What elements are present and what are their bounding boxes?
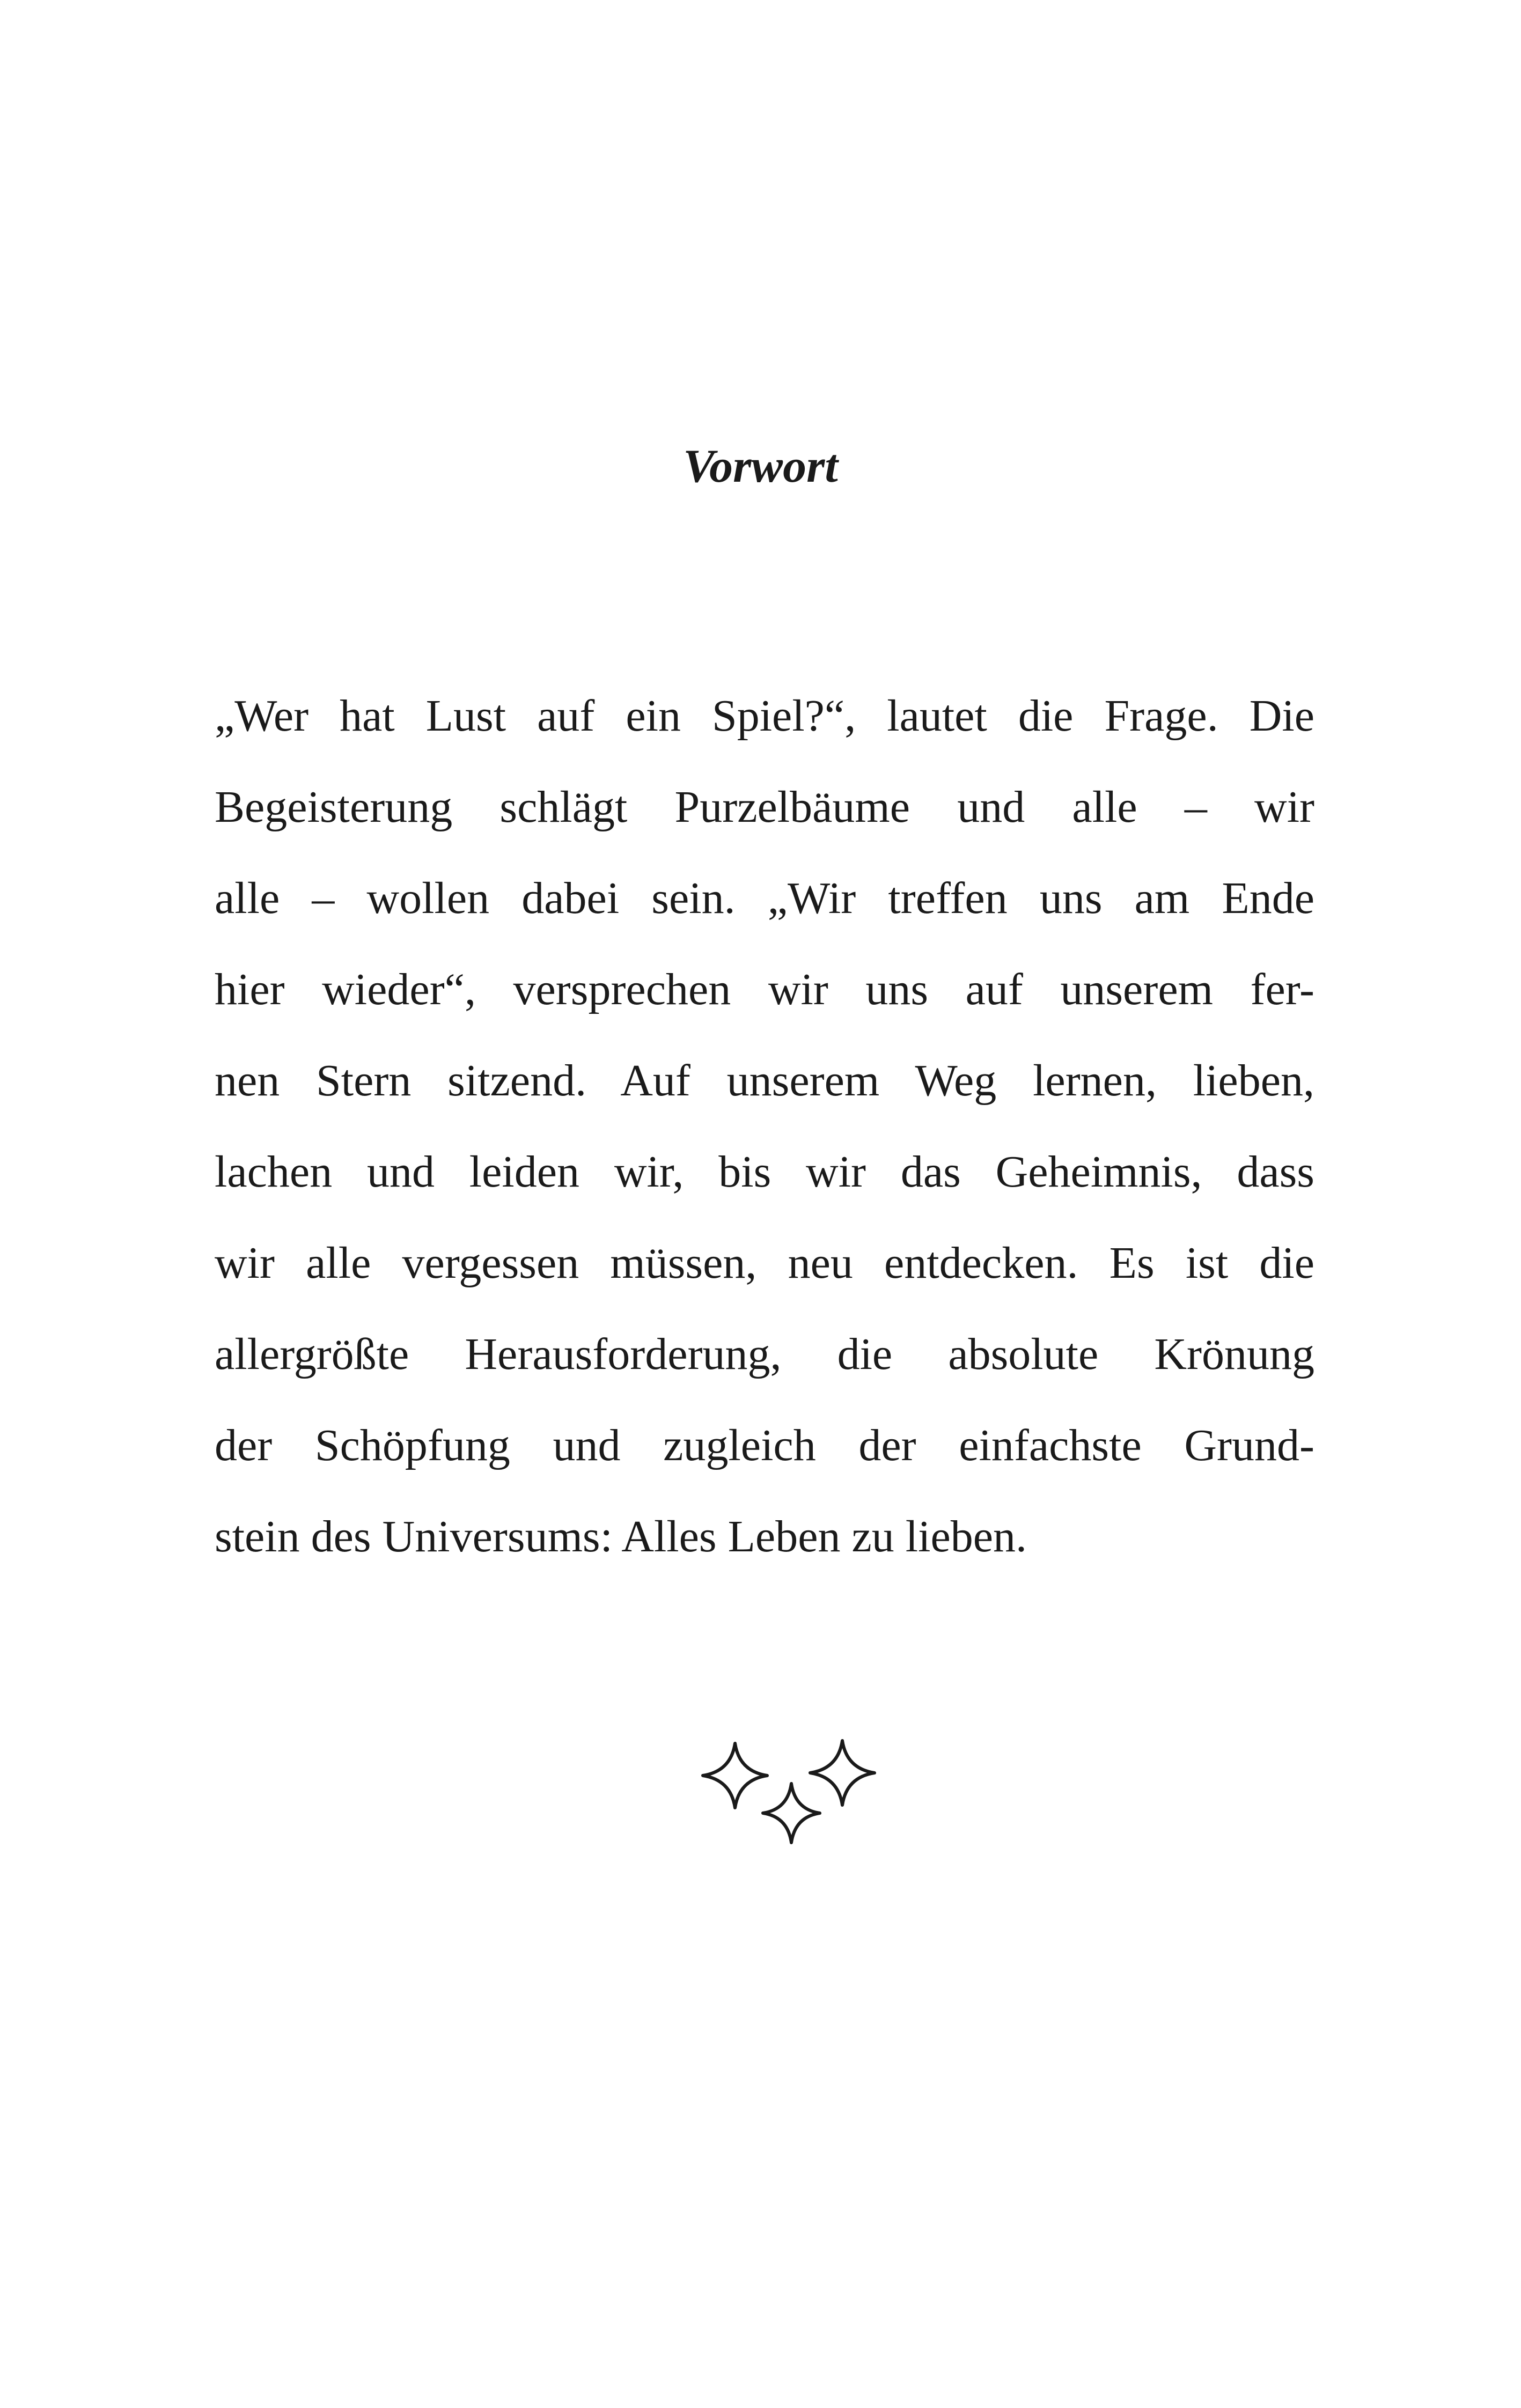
paragraph-line: allergrößte Herausforderung, die absolute Krönung <box>215 1329 1314 1379</box>
paragraph-line: alle – wollen dabei sein. „Wir treffen uns am Ende <box>215 873 1314 923</box>
star-icon <box>703 1743 767 1808</box>
paragraph-line: der Schöpfung und zugleich der einfachste Grund- <box>215 1420 1314 1470</box>
paragraph-line: hier wieder“, versprechen wir uns auf unserem fer- <box>215 964 1314 1014</box>
paragraph-line: stein des Universums: Alles Leben zu lieben. <box>215 1512 1027 1562</box>
foreword-paragraph <box>215 671 1314 1582</box>
three-stars-icon <box>697 1733 885 1861</box>
paragraph-line: „Wer hat Lust auf ein Spiel?“, lautet die Frage. Die <box>215 691 1314 741</box>
paragraph-line: wir alle vergessen müssen, neu entdecken. Es ist die <box>215 1238 1314 1288</box>
star-icon <box>810 1741 875 1805</box>
page-title: Vorwort <box>683 440 838 492</box>
paragraph-line: Begeisterung schlägt Purzelbäume und alle – wir <box>215 782 1314 832</box>
star-icon <box>763 1784 820 1843</box>
paragraph-line: nen Stern sitzend. Auf unserem Weg lernen, lieben, <box>215 1056 1314 1106</box>
paragraph-line: lachen und leiden wir, bis wir das Geheimnis, dass <box>215 1147 1314 1197</box>
